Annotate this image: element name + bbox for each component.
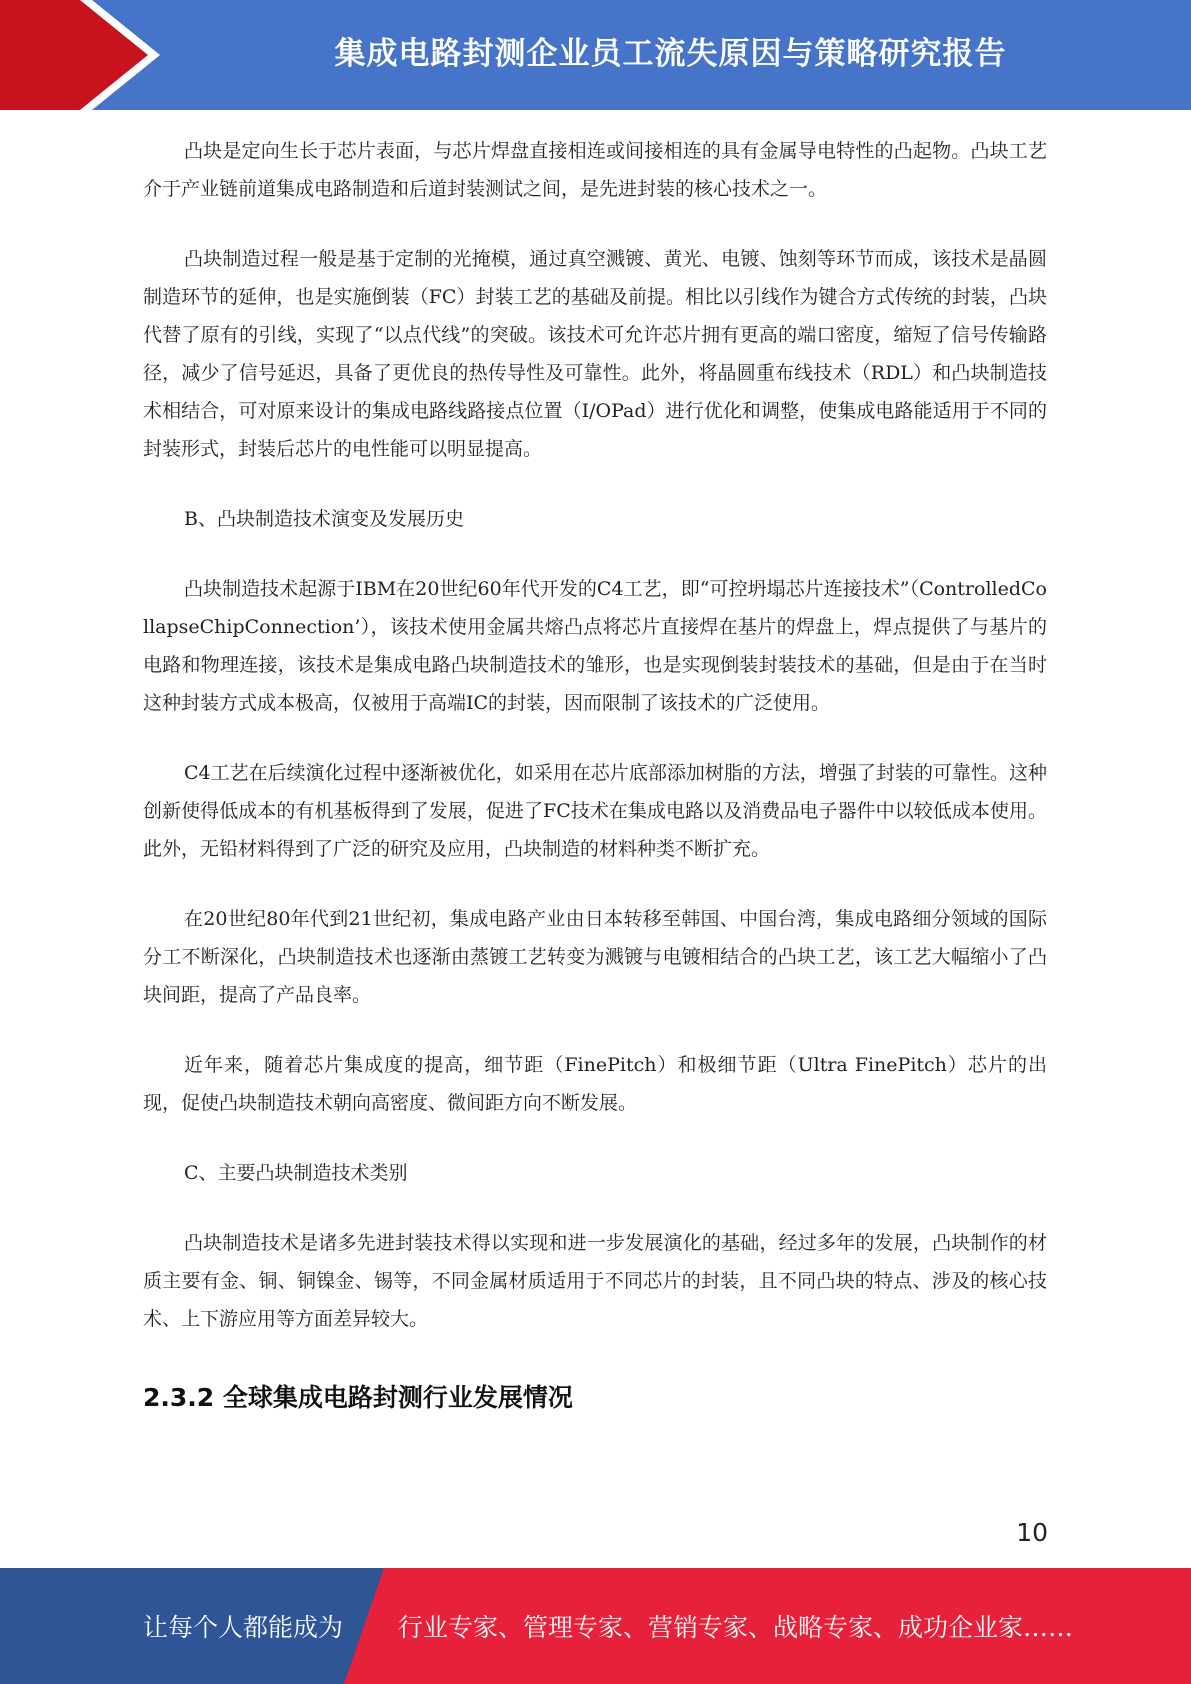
paragraph-bump-materials: 凸块制造技术是诸多先进封装技术得以实现和进一步发展演化的基础，经过多年的发展，凸块制作的材质主要有金、铜、铜镍金、锡等，不同金属材质适用于不同芯片的封装，且不同凸块的特点、涉及的核心技术、上下游应用等方面差异较大。 — [143, 1232, 1047, 1330]
section-heading: 2.3.2 全球集成电路封测行业发展情况 — [143, 1383, 573, 1412]
report-title: 集成电路封测企业员工流失原因与策略研究报告 — [334, 35, 1007, 72]
subheading-bump-history: B、凸块制造技术演变及发展历史 — [184, 508, 464, 530]
footer-slogan-right: 行业专家、管理专家、营销专家、战略专家、成功企业家…… — [398, 1613, 1074, 1642]
paragraph-industry-transfer: 在20世纪80年代到21世纪初，集成电路产业由日本转移至韩国、中国台湾，集成电路细分领域的国际分工不断深化，凸块制造技术也逐渐由蒸镀工艺转变为溅镀与电镀相结合的凸块工艺，该工艺大幅缩小了凸块间距，提高了产品良率。 — [143, 908, 1047, 1006]
footer-slogan-left: 让每个人都能成为 — [143, 1613, 344, 1642]
document-body — [143, 132, 1047, 1414]
chevron-red-shape — [0, 0, 148, 110]
page-number: 10 — [1016, 1518, 1048, 1547]
page-header — [0, 0, 1191, 110]
paragraph-fine-pitch: 近年来，随着芯片集成度的提高，细节距（FinePitch）和极细节距（Ultra FinePitch）芯片的出现，促使凸块制造技术朝向高密度、微间距方向不断发展。 — [143, 1054, 1047, 1114]
paragraph-bump-definition: 凸块是定向生长于芯片表面，与芯片焊盘直接相连或间接相连的具有金属导电特性的凸起物。凸块工艺介于产业链前道集成电路制造和后道封装测试之间，是先进封装的核心技术之一。 — [143, 140, 1047, 200]
page-footer — [0, 1568, 1191, 1684]
paragraph-bump-process: 凸块制造过程一般是基于定制的光掩模，通过真空溅镀、黄光、电镀、蚀刻等环节而成，该技术是晶圆制造环节的延伸，也是实施倒装（FC）封装工艺的基础及前提。相比以引线作为键合方式传统的封装，凸块代替了原有的引线，实现了“以点代线”的突破。该技术可允许芯片拥有更高的端口密度，缩短了信号传输路径，减少了信号延迟，具备了更优良的热传导性及可靠性。此外，将晶圆重布线技术（RDL）和凸块制造技术相结合，可对原来设计的集成电路线路接点位置（I/OPad）进行优化和调整，使集成电路能适用于不同的封装形式，封装后芯片的电性能可以明显提高。 — [143, 248, 1047, 460]
paragraph-c4-origin: 凸块制造技术起源于IBM在20世纪60年代开发的C4工艺，即“可控坍塌芯片连接技术”（ControlledCollapseChipConnection’），该技术使用金属共熔凸点将芯片直接焊在基片的焊盘上，焊点提供了与基片的电路和物理连接，该技术是集成电路凸块制造技术的雏形，也是实现倒装封装技术的基础，但是由于在当时这种封装方式成本极高，仅被用于高端IC的封装，因而限制了该技术的广泛使用。 — [143, 578, 1047, 714]
red-chevron-icon — [0, 0, 160, 110]
subheading-bump-types: C、主要凸块制造技术类别 — [184, 1162, 408, 1184]
paragraph-c4-optimization: C4工艺在后续演化过程中逐渐被优化，如采用在芯片底部添加树脂的方法，增强了封装的可靠性。这种创新使得低成本的有机基板得到了发展，促进了FC技术在集成电路以及消费品电子器件中以较低成本使用。此外，无铅材料得到了广泛的研究及应用，凸块制造的材料种类不断扩充。 — [143, 762, 1047, 860]
